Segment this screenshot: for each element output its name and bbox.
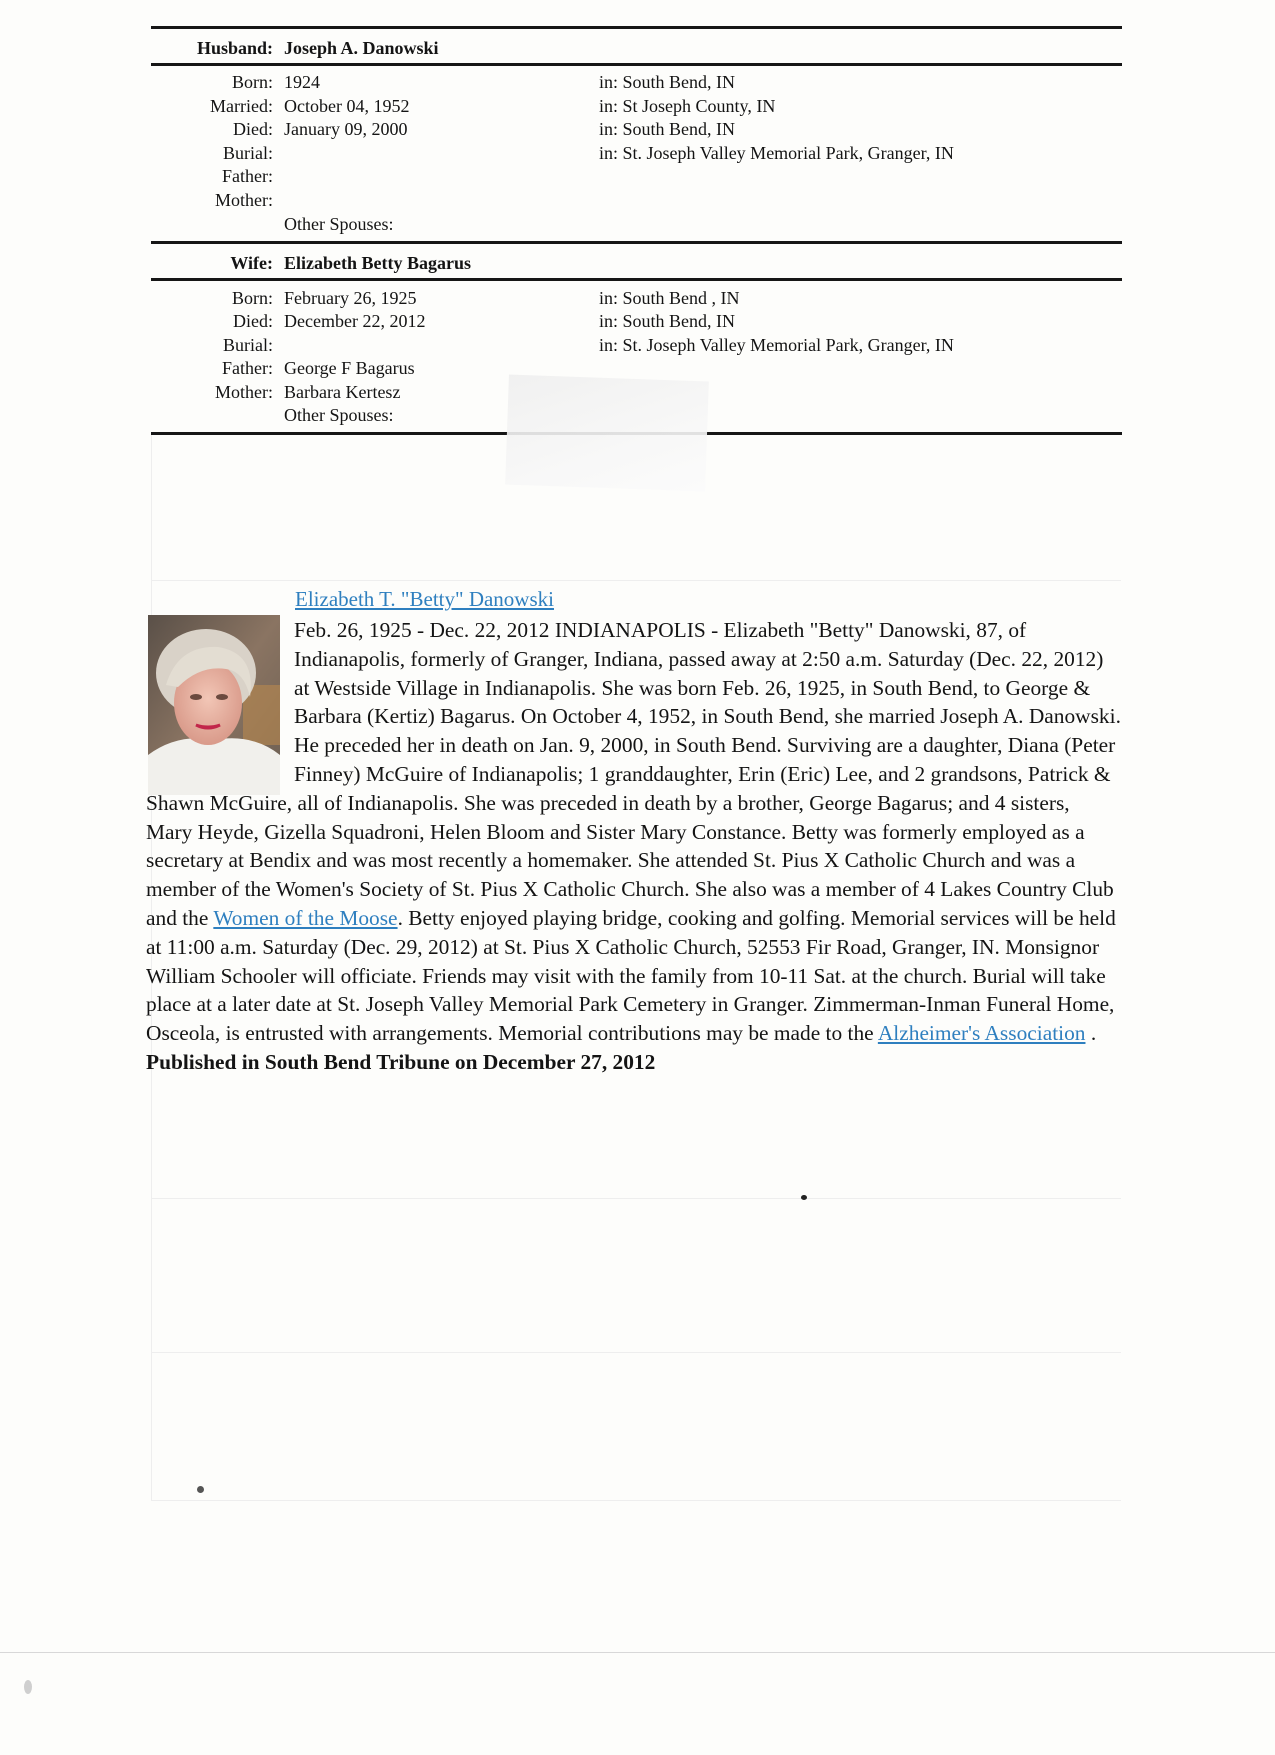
wife-top-rule (151, 241, 1122, 244)
husband-mother-row (151, 190, 1122, 213)
obituary-title-link[interactable]: Elizabeth T. "Betty" Danowski (295, 587, 554, 611)
field-place: in: South Bend, IN (599, 119, 736, 139)
field-value: January 09, 2000 (284, 119, 408, 139)
women-of-the-moose-link[interactable]: Women of the Moose (213, 905, 398, 930)
wife-header-rule (151, 278, 1122, 281)
field-label: Father: (222, 358, 273, 378)
ink-speck (801, 1195, 807, 1200)
obituary-body (146, 616, 1121, 1077)
field-value: 1924 (284, 72, 320, 92)
husband-died-row (151, 119, 1122, 142)
ghost-rule (151, 580, 1121, 581)
wife-header (151, 247, 1122, 277)
field-value: Barbara Kertesz (284, 382, 401, 402)
wife-name: Elizabeth Betty Bagarus (284, 253, 471, 273)
obituary-text-2: . Betty enjoyed playing bridge, cooking and golfing. Memorial services will be held at 11:00 a.m. Saturday (Dec. 29, 2012) at St. Pius X Catholic Church, 52553 Fir Road, Granger, IN. Monsignor William Schooler will officiate. Friends may visit with the family from 10-11 Sat. at the church. Burial will take place at a later date at St. Joseph Valley Memorial Park Cemetery in Granger. Zimmerman-Inman Funeral Home, Osceola, is entrusted with arrangements. Memorial contributions may be made to the (146, 905, 1116, 1046)
field-place: in: St Joseph County, IN (599, 96, 776, 116)
field-label: Mother: (215, 190, 273, 210)
obituary-text-3: . (1085, 1021, 1097, 1046)
field-label: Died: (233, 119, 273, 139)
field-label: Burial: (223, 143, 273, 163)
husband-burial-row (151, 143, 1122, 166)
wife-label: Wife: (230, 253, 273, 273)
photo-spacer (146, 616, 294, 787)
field-value: February 26, 1925 (284, 288, 417, 308)
field-place: in: South Bend , IN (599, 288, 740, 308)
field-label: Burial: (223, 335, 273, 355)
wife-born-row (151, 288, 1122, 311)
published-line: Published in South Bend Tribune on December 27, 2012 (146, 1049, 656, 1074)
field-place: in: South Bend, IN (599, 311, 736, 331)
ghost-rule (151, 1352, 1121, 1353)
field-label: Father: (222, 166, 273, 186)
field-place: in: St. Joseph Valley Memorial Park, Granger, IN (599, 143, 954, 163)
field-place: in: St. Joseph Valley Memorial Park, Granger, IN (599, 335, 954, 355)
wife-other-spouses: Other Spouses: (284, 405, 394, 425)
field-value: October 04, 1952 (284, 96, 410, 116)
ink-speck (24, 1680, 32, 1694)
wife-died-row (151, 311, 1122, 334)
field-label: Born: (231, 288, 273, 308)
field-value: George F Bagarus (284, 358, 415, 378)
husband-name: Joseph A. Danowski (284, 38, 439, 58)
ink-speck (197, 1486, 204, 1493)
wife-father-row (151, 358, 1122, 381)
alzheimers-association-link[interactable]: Alzheimer's Association (877, 1021, 1086, 1046)
husband-label: Husband: (196, 38, 273, 58)
field-label: Married: (210, 96, 273, 116)
husband-father-row (151, 166, 1122, 189)
wife-burial-row (151, 335, 1122, 358)
husband-married-row (151, 96, 1122, 119)
obituary-text-1: Feb. 26, 1925 - Dec. 22, 2012 INDIANAPOLIS - Elizabeth "Betty" Danowski, 87, of Indianapolis, formerly of Granger, Indiana, passed away at 2:50 a.m. Saturday (Dec. 22, 2012) at Westside Village in Indianapolis. She was born Feb. 26, 1925, in South Bend, to George & Barbara (Kertiz) Bagarus. On October 4, 1952, in South Bend, she married Joseph A. Danowski. He preceded her in death on Jan. 9, 2000, in South Bend. Surviving are a daughter, Diana (Peter Finney) McGuire of Indianapolis; 1 granddaughter, Erin (Eric) Lee, and 2 grandsons, Patrick & Shawn McGuire, all of Indianapolis. She was preceded in death by a brother, George Bagarus; and 4 sisters, Mary Heyde, Gizella Squadroni, Helen Bloom and Sister Mary Constance. Betty was formerly employed as a secretary at Bendix and was most recently a homemaker. She attended St. Pius X Catholic Church and was a member of the Women's Society of St. Pius X Catholic Church. She also was a member of 4 Lakes Country Club and the (146, 618, 1121, 930)
husband-header-rule (151, 63, 1122, 66)
field-label: Mother: (215, 382, 273, 402)
husband-header (151, 32, 1122, 62)
field-place: in: South Bend, IN (599, 72, 736, 92)
field-label: Died: (233, 311, 273, 331)
husband-other-spouses: Other Spouses: (284, 214, 394, 234)
field-value: December 22, 2012 (284, 311, 426, 331)
husband-born-row (151, 72, 1122, 95)
top-rule (151, 26, 1122, 29)
ghost-rule (151, 1198, 1121, 1199)
ghost-rule (151, 1500, 1121, 1501)
page-bottom-line (0, 1652, 1275, 1653)
field-label: Born: (231, 72, 273, 92)
paper-smudge (505, 375, 709, 492)
